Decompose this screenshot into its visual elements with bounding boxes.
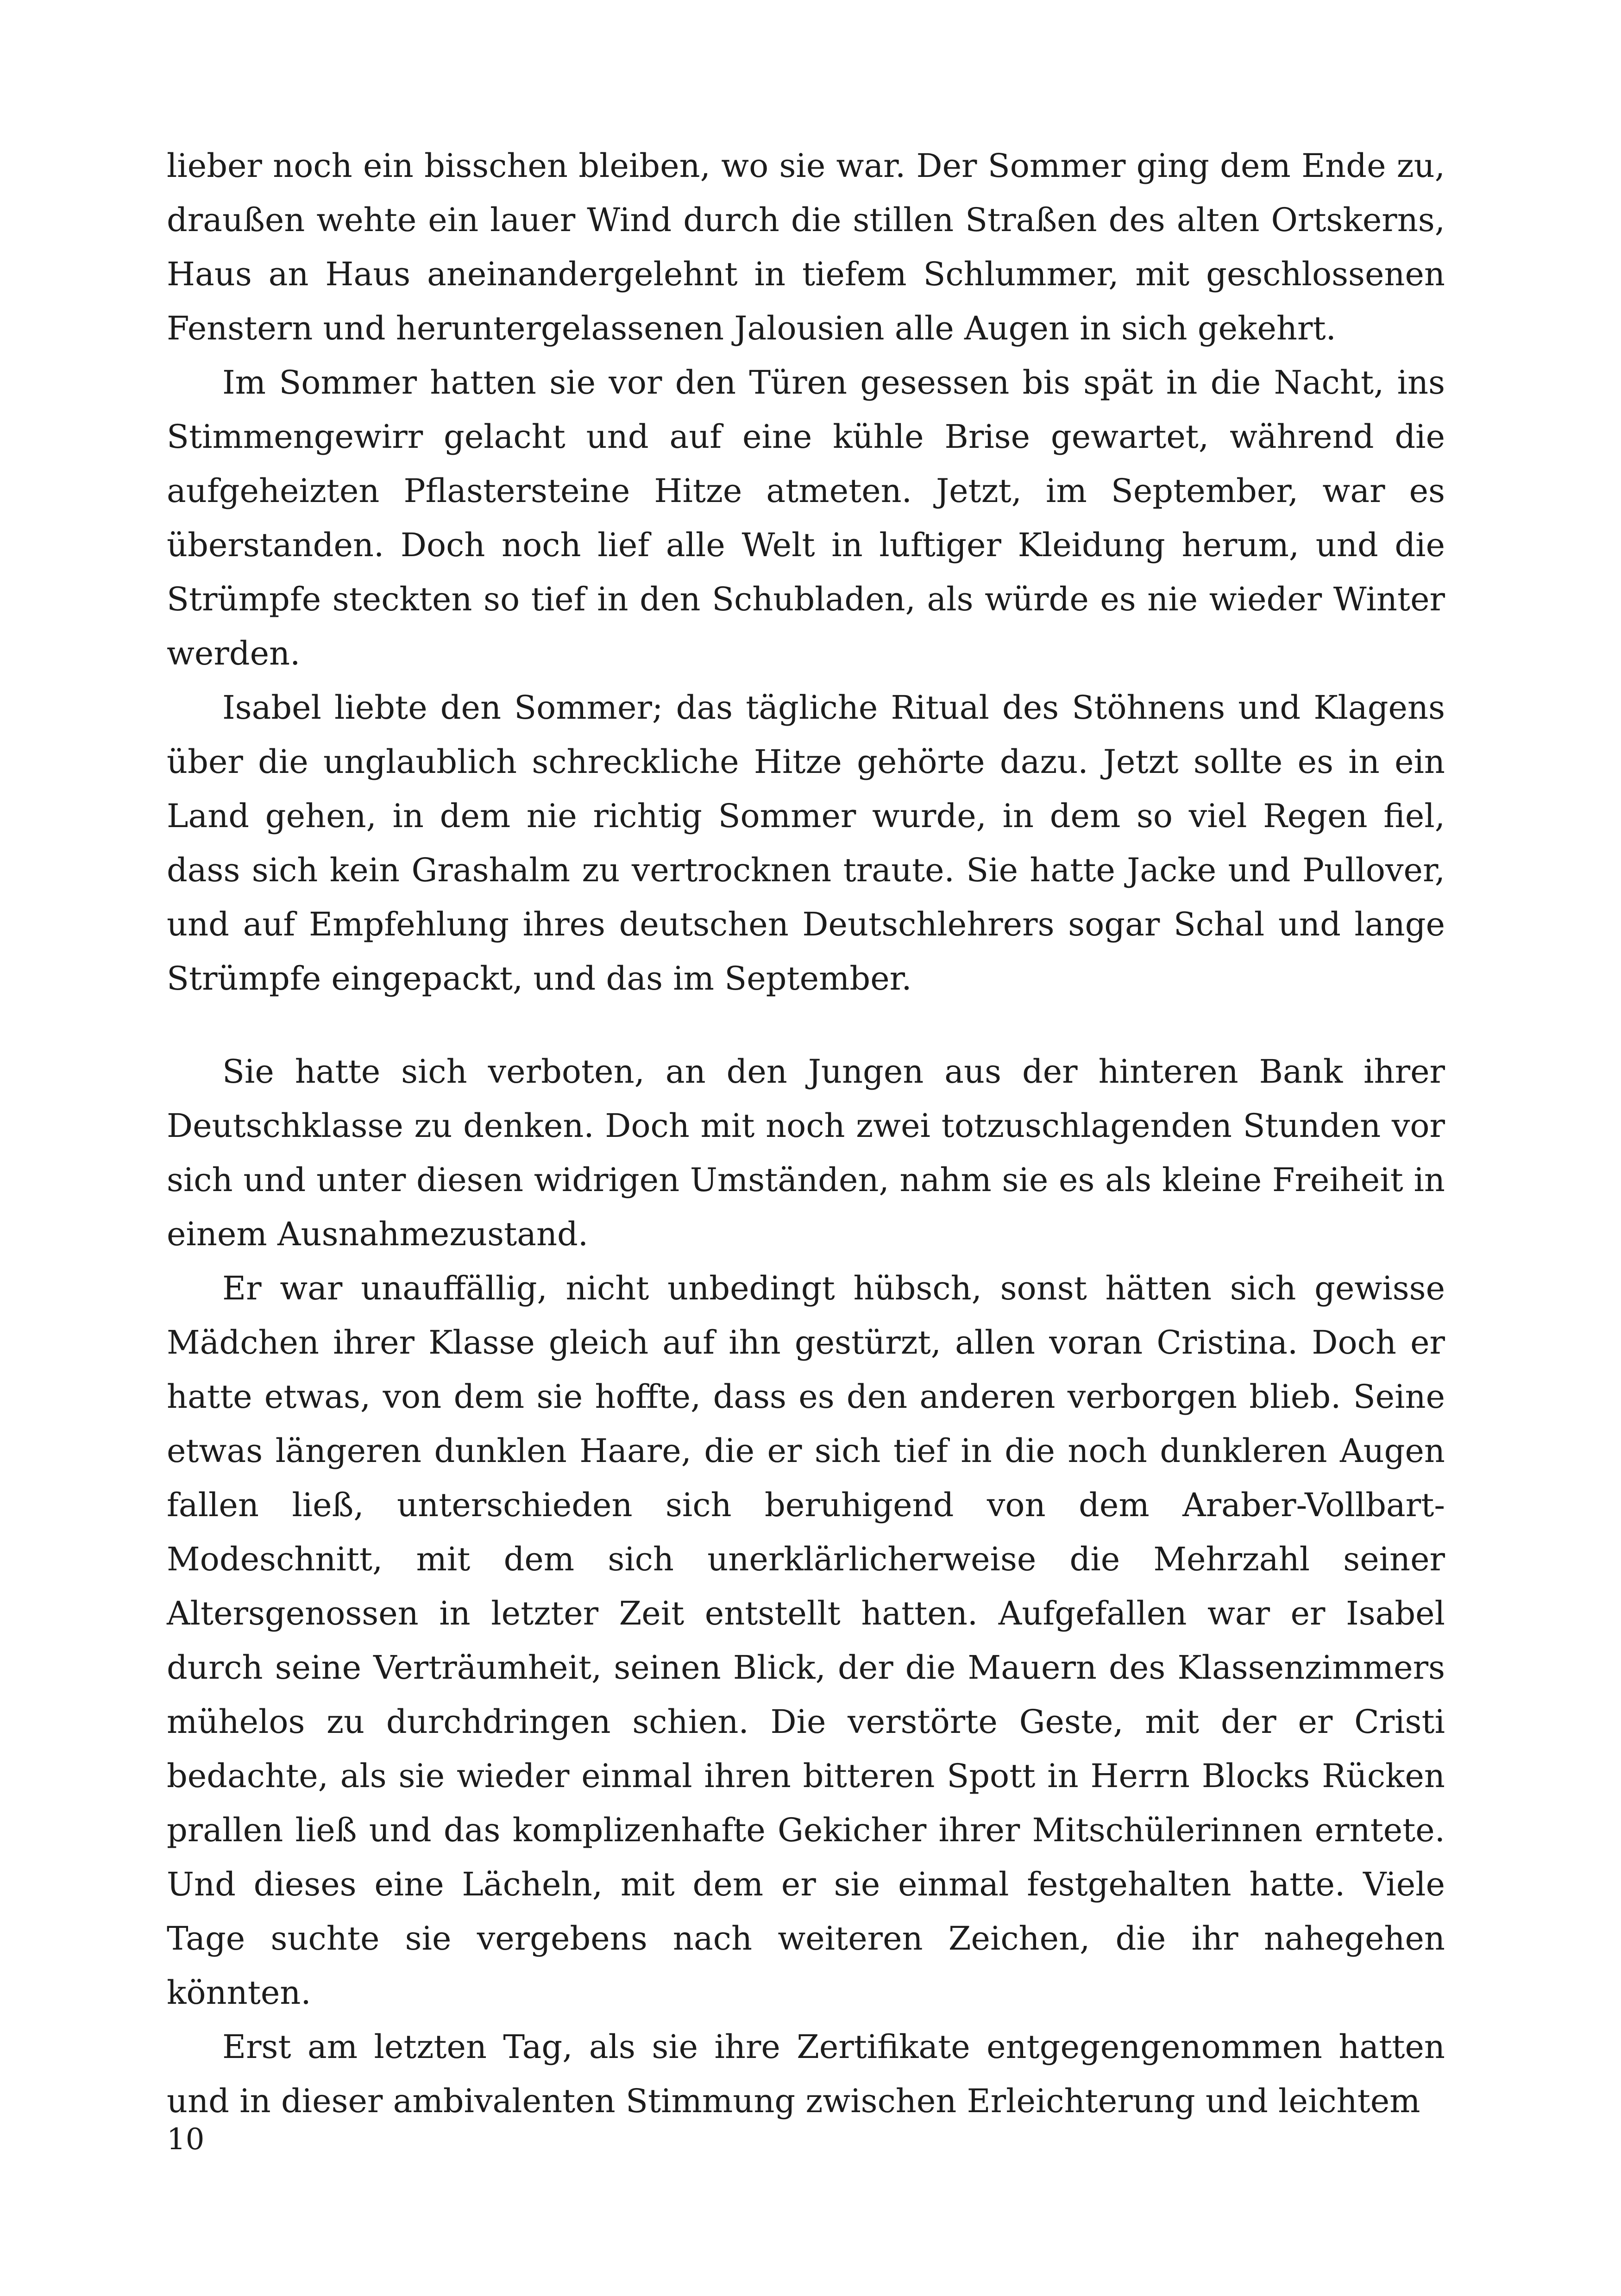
section-break <box>167 1006 1445 1045</box>
page-number: 10 <box>167 2122 205 2157</box>
paragraph: Isabel liebte den Sommer; das tägliche Ritual des Stöhnens und Klagens über die unglaublich schreckliche Hitze gehörte dazu. Jetzt sollte es in ein Land gehen, in dem nie richtig Sommer wurde, in dem so viel Regen fiel, dass sich kein Grashalm zu vertrocknen traute. Sie hatte Jacke und Pullover, und auf Empfehlung ihres deutschen Deutschlehrers sogar Schal und lange Strümpfe eingepackt, und das im September. <box>167 689 1445 997</box>
body-text <box>167 139 1445 2128</box>
paragraph: Im Sommer hatten sie vor den Türen gesessen bis spät in die Nacht, ins Stimmengewirr gelacht und auf eine kühle Brise gewartet, während die aufgeheizten Pflastersteine Hitze atmeten. Jetzt, im September, war es überstanden. Doch noch lief alle Welt in luftiger Kleidung herum, und die Strümpfe steckten so tief in den Schubladen, als würde es nie wieder Winter werden. <box>167 364 1445 672</box>
paragraph: Sie hatte sich verboten, an den Jungen aus der hinteren Bank ihrer Deutschklasse zu denken. Doch mit noch zwei totzuschlagenden Stunden vor sich und unter diesen widrigen Umständen, nahm sie es als kleine Freiheit in einem Ausnahmezustand. <box>167 1053 1445 1253</box>
paragraph: Erst am letzten Tag, als sie ihre Zertifikate entgegengenommen hatten und in dieser ambivalenten Stimmung zwischen Erleichterung und leichtem <box>167 2028 1445 2120</box>
paragraph: Er war unauffällig, nicht unbedingt hübsch, sonst hätten sich gewisse Mädchen ihrer Klasse gleich auf ihn gestürzt, allen voran Cristina. Doch er hatte etwas, von dem sie hoffte, dass es den anderen verborgen blieb. Seine etwas längeren dunklen Haare, die er sich tief in die noch dunkleren Augen fallen ließ, unterschieden sich beruhigend von dem Araber-Vollbart-Modeschnitt, mit dem sich unerklärlicherweise die Mehrzahl seiner Altersgenossen in letzter Zeit entstellt hatten. Aufgefallen war er Isabel durch seine Verträumheit, seinen Blick, der die Mauern des Klassenzimmers mühelos zu durchdringen schien. Die verstörte Geste, mit der er Cristi bedachte, als sie wieder einmal ihren bitteren Spott in Herrn Blocks Rücken prallen ließ und das komplizenhafte Gekicher ihrer Mitschülerinnen erntete. Und dieses eine Lächeln, mit dem er sie einmal festgehalten hatte. Viele Tage suchte sie vergebens nach weiteren Zeichen, die ihr nahegehen könnten. <box>167 1269 1445 2012</box>
paragraph: lieber noch ein bisschen bleiben, wo sie war. Der Sommer ging dem Ende zu, draußen wehte ein lauer Wind durch die stillen Straßen des alten Ortskerns, Haus an Haus aneinandergelehnt in tiefem Schlummer, mit geschlossenen Fenstern und heruntergelassenen Jalousien alle Augen in sich gekehrt. <box>167 147 1445 347</box>
